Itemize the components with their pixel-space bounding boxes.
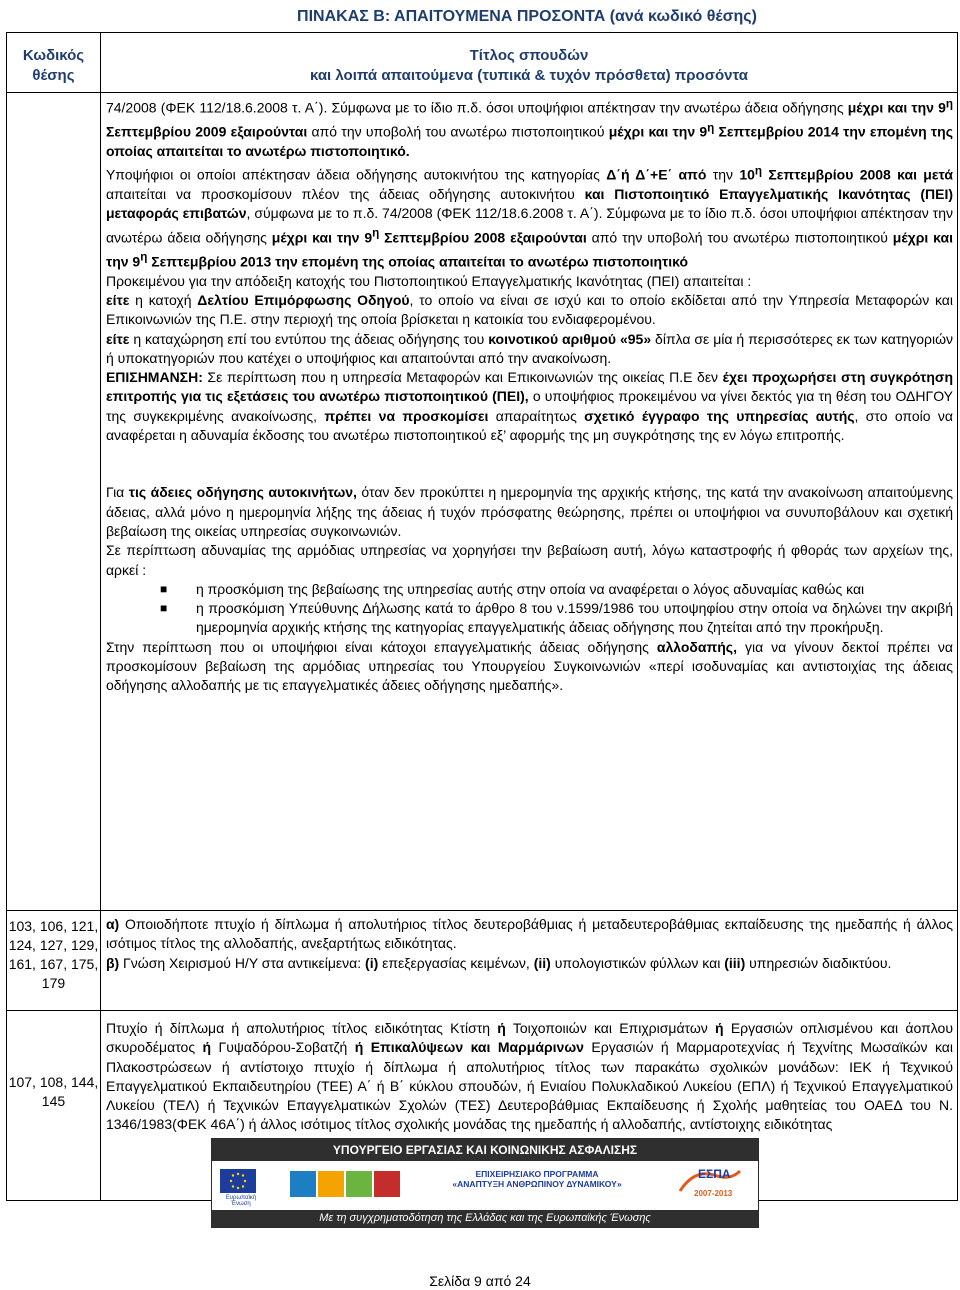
paragraph: α) Οποιοδήποτε πτυχίο ή δίπλωμα ή απολυτήριος τίτλος δευτεροβάθμιας ή μεταδευτεροβάθμιας εκπαίδευσης της ημεδαπής ή άλλος ισότιμος τίτλος της αλλοδαπής, ανεξαρτήτως ειδικότητας. <box>105 916 953 952</box>
espa-logo <box>674 1165 746 1203</box>
espa-years: 2007-2013 <box>694 1189 733 1198</box>
header-code-line1: Κωδικός <box>22 47 85 64</box>
list-item: ■ η προσκόμιση Υπεύθυνης Δήλωσης κατά το άρθρο 8 του ν.1599/1986 του υποψηφίου στην οποία να δηλώνει την ακριβή ημερομηνία αρχικής κτήσης της κατηγορίας επαγγελματικής άδειας οδήγησης που ζητείται από την προκήρυξη. <box>159 600 953 636</box>
table-header-row <box>7 33 958 93</box>
paragraph: είτε η κατοχή Δελτίου Επιμόρφωσης Οδηγού, το οποίο να είναι σε ισχύ και το οποίο εκδίδεται από την Υπηρεσία Μεταφορών και Επικοινωνιών της Π.Ε. στην περιοχή της οποία βρίσκεται η κατοικία του ενδιαφερομένου. <box>105 291 953 328</box>
requirements-cell <box>100 911 957 1011</box>
eu-flag-icon <box>220 1169 256 1193</box>
paragraph: είτε η καταχώρηση επί του εντύπου της άδειας οδήγησης του κοινοτικού αριθμού «95» δίπλα σε μία ή περισσότερες εκ των κατηγοριών ή υποκατηγοριών που κατέχει ο υποψήφιος και απαιτούνται από την ανακοίνωση. <box>105 330 954 366</box>
requirements-table <box>6 32 958 1201</box>
paragraph: Σε περίπτωση αδυναμίας της αρμόδιας υπηρεσίας να χορηγήσει την βεβαίωση αυτή, λόγω καταστροφής ή φθοράς των αρχείων της, αρκεί : <box>105 542 953 578</box>
page-number: Σελίδα 9 από 24 <box>429 1273 531 1289</box>
square-bullet-icon: ■ <box>159 601 168 616</box>
header-body-line2: και λοιπά απαιτούμενα (τυπικά & τυχόν πρόσθετα) προσόντα <box>309 67 748 84</box>
code-cell-empty <box>7 93 101 911</box>
requirements-cell <box>100 93 957 911</box>
paragraph: Για τις άδειες οδήγησης αυτοκινήτων, όταν δεν προκύπτει η ημερομηνία της αρχικής κτήσης, της κατά την ανακοίνωση απαιτούμενης άδειας, αλλά μόνο η ημερομηνία λήξης της άδειας ή τυχόν πρόσφατης θεώρησης, πρέπει οι υποψήφιοι να συνυποβάλουν και σχετική βεβαίωση της οικείας υπηρεσίας συγκοινωνιών. <box>105 484 954 539</box>
ministry-title: ΥΠΟΥΡΓΕΙΟ ΕΡΓΑΣΙΑΣ ΚΑΙ ΚΟΙΝΩΝΙΚΗΣ ΑΣΦΑΛΙΣΗΣ <box>212 1139 758 1161</box>
table-row <box>7 93 958 911</box>
eu-label: Ευρωπαϊκή Ένωση <box>225 1195 257 1207</box>
header-code-line2: θέσης <box>32 67 75 84</box>
operational-program: ΕΠΙΧΕΙΡΗΣΙΑΚΟ ΠΡΟΓΡΑΜΜΑ «ΑΝΑΠΤΥΞΗ ΑΝΘΡΩΠΙΝΟΥ ΔΥΝΑΜΙΚΟΥ» <box>452 1169 622 1189</box>
cofunding-note: Με τη συγχρηματοδότηση της Ελλάδας και της Ευρωπαϊκής Ένωσης <box>212 1210 758 1227</box>
paragraph: β) Γνώση Χειρισμού Η/Υ στα αντικείμενα: (i) επεξεργασίας κειμένων, (ii) υπολογιστικών φύλλων και (iii) υπηρεσιών διαδικτύου. <box>105 954 892 971</box>
paragraph: ΕΠΙΣΗΜΑΝΣΗ: Σε περίπτωση που η υπηρεσία Μεταφορών και Επικοινωνιών της οικείας Π.Ε δεν έχει προχωρήσει στη συγκρότηση επιτροπής για τις εξετάσεις του ανωτέρω πιστοποιητικού (ΠΕΙ), ο υποψήφιος προκειμένου να γίνει δεκτός για τη θέση του ΟΔΗΓΟΥ της συγκεκριμένης ανακοίνωσης, πρέπει να προσκομίσει απαραίτητως σχετικό έγγραφο της υπηρεσίας αυτής, στο οποίο να αναφέρεται η αδυναμία έκδοσης του ανωτέρω πιστοποιητικού εξ’ αφορμής της μη συγκρότησης της εν λόγω επιτροπής. <box>105 369 954 444</box>
list-item: ■ η προσκόμιση της βεβαίωσης της υπηρεσίας αυτής στην οποία να αναφέρεται ο λόγος αδυναμίας καθώς και <box>160 580 953 599</box>
funding-banner <box>211 1138 759 1228</box>
page-title: ΠΙΝΑΚΑΣ Β: ΑΠΑΙΤΟΥΜΕΝΑ ΠΡΟΣΟΝΤΑ (ανά κωδικό θέσης) <box>297 8 757 25</box>
paragraph: Προκειμένου για την απόδειξη κατοχής του Πιστοποιητικού Επαγγελματικής Ικανότητας (ΠΕΙ) απαιτείται : <box>105 272 752 289</box>
header-code-cell <box>7 33 101 93</box>
paragraph: Υποψήφιοι οι οποίοι απέκτησαν άδεια οδήγησης αυτοκινήτου της κατηγορίας Δ΄ή Δ΄+Ε΄ από την $10^\eta$ Σεπτεμβρίου 2008 και μετά απαιτείται να προσκομίσουν πλέον της άδειας οδήγησης αυτοκινήτου και Πιστοποιητικό Επαγγελματικής Ικανότητας (ΠΕΙ) μεταφοράς επιβατών, σύμφωνα με το π.δ. 74/2008 (ΦΕΚ 112/18.6.2008 τ. Α΄). Σύμφωνα με το ίδιο π.δ. όσοι υποψήφιοι απέκτησαν την ανωτέρω άδεια οδήγησης μέχρι και την $9^\eta$ Σεπτεμβρίου 2008 εξαιρούνται από την υποβολή του ανωτέρω πιστοποιητικού μέχρι και την $9^\eta$ Σεπτεμβρίου 2013 την επομένη της οποίας απαιτείται το ανωτέρω πιστοποιητικό <box>105 164 953 270</box>
position-codes: 107, 108, 144, 145 <box>8 1074 99 1109</box>
paragraph: Πτυχίο ή δίπλωμα ή απολυτήριος τίτλος ειδικότητας Κτίστη ή Τοιχοποιιών και Επιχρισμάτων ή Εργασιών οπλισμένου και άοπλου σκυροδέματος ή Γυψαδόρου-Σοβατζή ή Επικαλύψεων και Μαρμάρινων Εργασιών ή Μαρμαροτεχνίας ή Τεχνίτης Μωσαϊκών και Πλακοστρώσεων ή αντίστοιχο πτυχίο ή δίπλωμα ή απολυτήριος τίτλος των παρακάτω σχολικών μονάδων: ΙΕΚ ή Τεχνικού Επαγγελματικού Εκπαιδευτηρίου (ΤΕΕ) Α΄ ή Β΄ κύκλου σπουδών, ή Ενιαίου Πολυκλαδικού Λυκείου (ΕΠΛ) ή Τεχνικού Επαγγελματικού Λυκείου (ΤΕΛ) ή Τεχνικών Επαγγελματικών Σχολών (ΤΕΣ) Δευτεροβάθμιας Εκπαίδευσης ή Σχολής μαθητείας του ΟΑΕΔ του Ν. 1346/1983(ΦΕΚ 46Α΄) ή άλλος ισότιμος τίτλος σχολικής μονάδας της ημεδαπής ή αλλοδαπής, αντίστοιχης ειδικότητας <box>105 1020 954 1133</box>
position-codes: 103, 106, 121, 124, 127, 129, 161, 167, 175, 179 <box>8 918 99 991</box>
ministry-logo-icon <box>288 1167 408 1201</box>
header-body-line1: Τίτλος σπουδών <box>469 47 589 64</box>
table-row <box>7 911 958 1011</box>
code-cell <box>7 911 101 1011</box>
header-body-cell <box>100 33 957 93</box>
espa-label: ΕΣΠΑ <box>698 1167 731 1181</box>
square-bullet-icon: ■ <box>159 581 168 596</box>
paragraph: Στην περίπτωση που οι υποψήφιοι είναι κάτοχοι επαγγελματικής άδειας οδήγησης αλλοδαπής, για να γίνουν δεκτοί πρέπει να προσκομίσουν βεβαίωση της αρμόδιας υπηρεσίας του Υπουργείου Συγκοινωνιών «περί ισοδυναμίας και αντιστοιχίας της άδειας οδήγησης αλλοδαπής με τις επαγγελματικές άδειες οδήγησης ημεδαπής». <box>105 638 953 694</box>
paragraph: 74/2008 (ΦΕΚ 112/18.6.2008 τ. Α΄). Σύμφωνα με το ίδιο π.δ. όσοι υποψήφιοι απέκτησαν την ανωτέρω άδεια οδήγησης μέχρι και την $9^\eta$ Σεπτεμβρίου 2009 εξαιρούνται από την υποβολή του ανωτέρω πιστοποιητικού μέχρι και την $9^\eta$ Σεπτεμβρίου 2014 την επομένη της οποίας απαιτείται το ανωτέρω πιστοποιητικό. <box>105 97 953 159</box>
code-cell <box>7 1011 101 1201</box>
bullet-list <box>106 580 953 638</box>
